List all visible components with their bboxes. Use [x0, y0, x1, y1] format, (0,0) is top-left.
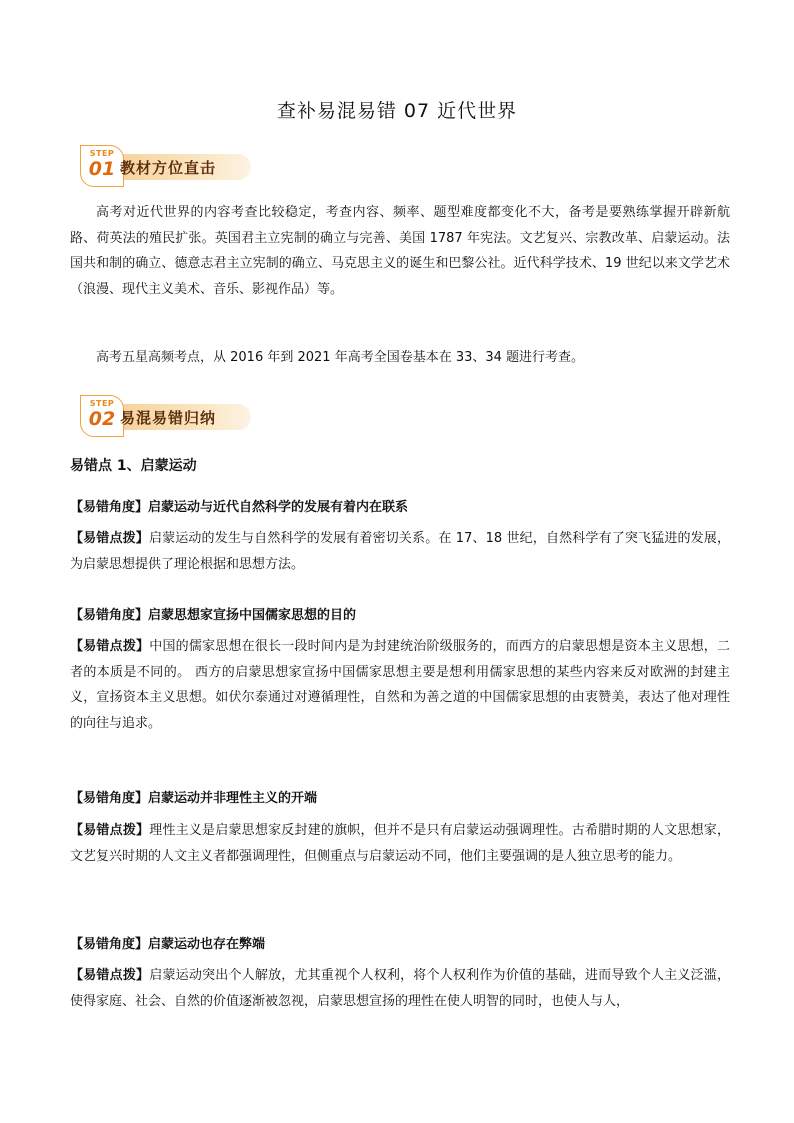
error-tip-2 [70, 634, 730, 736]
tip-text: 中国的儒家思想在很长一段时间内是为封建统治阶级服务的，而西方的启蒙思想是资本主义思想，二者的本质是不同的。 西方的启蒙思想家宣扬中国儒家思想主要是想利用儒家思想的某些内容来反对欧洲的封建主义，宣扬资本主义思想。如伏尔泰通过对遵循理性，自然和为善之道的中国儒家思想的由衷赞美，表达了他对理性的向往与追求。 [70, 639, 730, 731]
step-label: 教材方位直击 [120, 159, 217, 177]
step-word: STEP [89, 399, 115, 408]
angle-text: 启蒙运动也存在弊端 [148, 937, 266, 952]
step-label: 易混易错归纳 [120, 409, 217, 427]
tip-text: 启蒙运动突出个人解放，尤其重视个人权利，将个人权利作为价值的基础，进而导致个人主义泛滥，使得家庭、社会、自然的价值逐渐被忽视，启蒙思想宣扬的理性在使人明智的同时，也使人与人， [70, 968, 730, 1009]
intro-paragraph-1: 高考对近代世界的内容考查比较稳定，考查内容、频率、题型难度都变化不大，备考是要熟练掌握开辟新航路、荷英法的殖民扩张。英国君主立宪制的确立与完善、美国 1787 年宪法。文艺复兴、宗教改革、启蒙运动。法国共和制的确立、德意志君主立宪制的确立、马克思主义的诞生和巴黎公社。近代科学技术、19 世纪以来文学艺术（浪漫、现代主义美术、音乐、影视作品）等。 [70, 205, 730, 297]
step-word: STEP [89, 149, 115, 158]
intro-paragraph-2: 高考五星高频考点，从 2016 年到 2021 年高考全国卷基本在 33、34 题进行考查。 [96, 350, 585, 365]
step-02-banner [80, 395, 270, 437]
step-01-banner [80, 145, 270, 187]
angle-tag: 【易错角度】 [70, 791, 149, 806]
error-tip-4 [70, 963, 730, 1014]
angle-text: 启蒙运动并非理性主义的开端 [148, 791, 318, 806]
step-badge [80, 395, 124, 437]
angle-tag: 【易错角度】 [70, 937, 149, 952]
tip-text: 理性主义是启蒙思想家反封建的旗帜，但并不是只有启蒙运动强调理性。古希腊时期的人文思想家，文艺复兴时期的人文主义者都强调理性，但侧重点与启蒙运动不同，他们主要强调的是人独立思考的能力。 [70, 823, 730, 864]
page-title: 查补易混易错 07 近代世界 [276, 100, 518, 122]
step-number: 01 [88, 158, 116, 180]
section-heading: 易错点 1、启蒙运动 [70, 458, 197, 474]
tip-tag: 【易错点拨】 [70, 531, 149, 546]
error-angle-4 [70, 933, 265, 952]
angle-tag: 【易错角度】 [70, 500, 149, 515]
tip-tag: 【易错点拨】 [70, 823, 150, 838]
angle-tag: 【易错角度】 [70, 608, 149, 623]
error-angle-1 [70, 496, 408, 515]
angle-text: 启蒙运动与近代自然科学的发展有着内在联系 [148, 500, 409, 515]
error-angle-2 [70, 604, 356, 623]
error-tip-1 [70, 526, 730, 577]
angle-text: 启蒙思想家宣扬中国儒家思想的目的 [148, 608, 357, 623]
step-number: 02 [88, 408, 116, 430]
tip-tag: 【易错点拨】 [70, 968, 150, 983]
error-tip-3 [70, 818, 730, 869]
error-angle-3 [70, 787, 317, 806]
tip-text: 启蒙运动的发生与自然科学的发展有着密切关系。在 17、18 世纪，自然科学有了突飞猛进的发展，为启蒙思想提供了理论根据和思想方法。 [70, 531, 730, 572]
step-badge [80, 145, 124, 187]
tip-tag: 【易错点拨】 [70, 639, 150, 654]
